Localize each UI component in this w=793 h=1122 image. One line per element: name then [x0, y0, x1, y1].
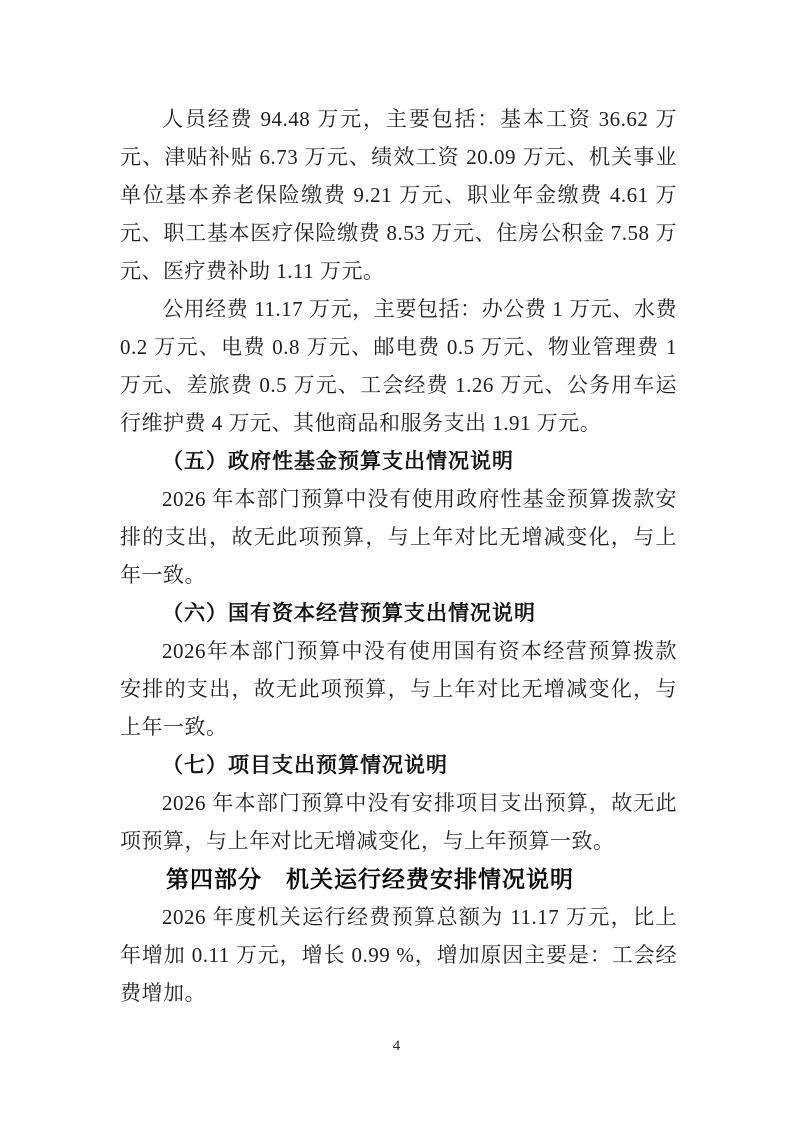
heading-section-7-project-expenditure-budget: （七）项目支出预算情况说明	[162, 753, 448, 777]
heading-part-4-operating-expenses: 第四部分 机关运行经费安排情况说明	[166, 866, 574, 892]
heading-section-6-state-capital-budget: （六）国有资本经营预算支出情况说明	[162, 601, 536, 625]
paragraph-personnel-expenses: 人员经费 94.48 万元，主要包括：基本工资 36.62 万元、津贴补贴 6.73 万元、绩效工资 20.09 万元、机关事业单位基本养老保险缴费 9.21 万元、职业年金缴费 4.61 万元、职工基本医疗保险缴费 8.53 万元、住房公积金 7.58 万元、医疗费补助 1.11 万元。	[120, 107, 677, 283]
paragraph-section-6: 2026年本部门预算中没有使用国有资本经营预算拨款安排的支出，故无此项预算，与上年对比无增减变化，与上年一致。	[120, 639, 677, 739]
document-content	[120, 100, 677, 1012]
paragraph-part-4: 2026 年度机关运行经费预算总额为 11.17 万元，比上年增加 0.11 万元，增长 0.99 %，增加原因主要是：工会经费增加。	[120, 905, 677, 1005]
paragraph-section-5: 2026 年本部门预算中没有使用政府性基金预算拨款安排的支出，故无此项预算，与上年对比无增减变化，与上年一致。	[120, 487, 677, 587]
paragraph-section-7: 2026 年本部门预算中没有安排项目支出预算，故无此项预算，与上年对比无增减变化，与上年预算一致。	[120, 791, 677, 853]
page-number: 4	[392, 1038, 401, 1054]
heading-section-5-government-fund-budget: （五）政府性基金预算支出情况说明	[162, 449, 514, 473]
paragraph-public-expenses: 公用经费 11.17 万元，主要包括：办公费 1 万元、水费 0.2 万元、电费 0.8 万元、邮电费 0.5 万元、物业管理费 1 万元、差旅费 0.5 万元、工会经费 1.26 万元、公务用车运行维护费 4 万元、其他商品和服务支出 1.91 万元。	[120, 297, 677, 435]
